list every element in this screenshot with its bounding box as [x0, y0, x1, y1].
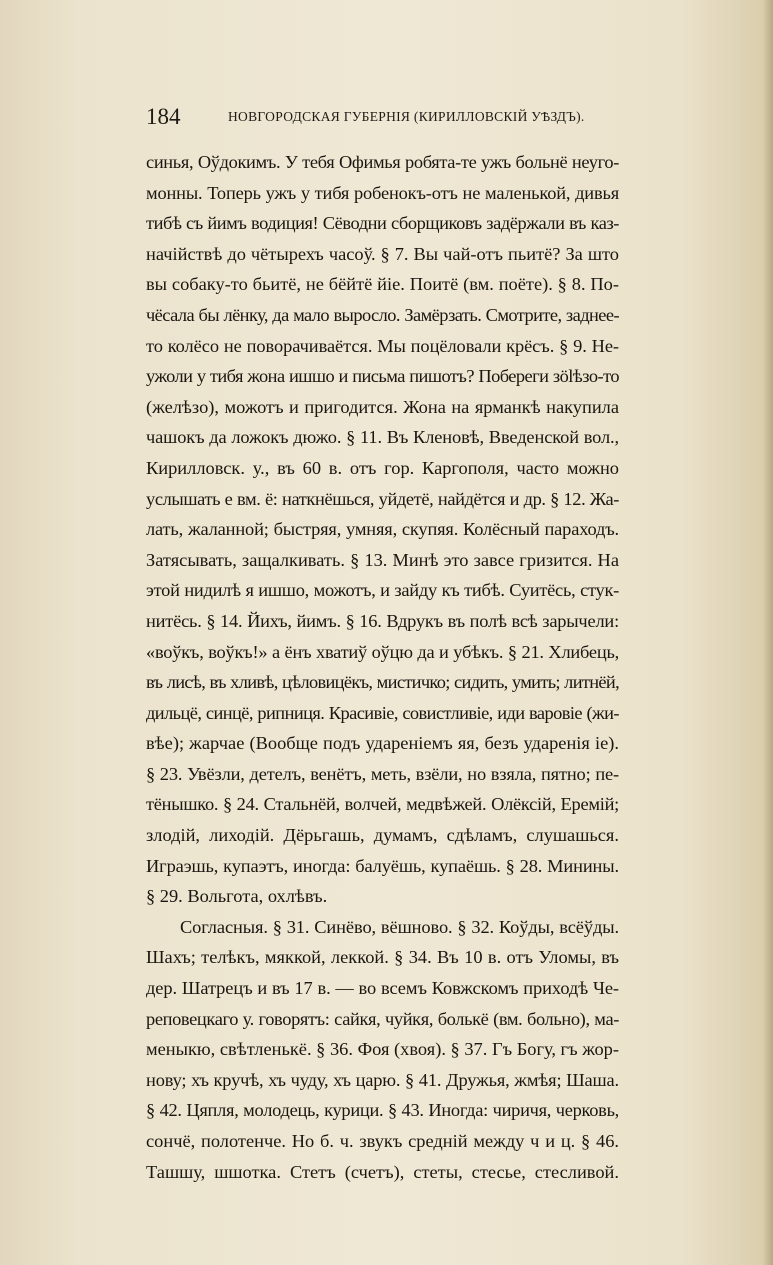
- text-line: то колёсо не поворачиваётся. Мы поцёловали крёсъ. § 9. Не-: [146, 335, 619, 356]
- text-line: этой нидилѣ я ишшо, можотъ, и зайду къ тибѣ. Суитёсь, стук-: [146, 580, 619, 601]
- text-line: дер. Шатрецъ и въ 17 в. — во всемъ Ковжскомъ приходѣ Че-: [146, 978, 619, 999]
- text-line: сончё, полотенче. Но б. ч. звукъ средній между ч и ц. § 46.: [146, 1131, 619, 1151]
- text-line: синья, Оўдокимъ. У тебя Офимья робята-те ужъ больнё неуго-: [146, 152, 619, 172]
- text-line: нитёсь. § 14. Йихъ, йимъ. § 16. Вдрукъ въ полѣ всѣ зарычели:: [146, 610, 619, 631]
- text-line: Играэшь, купаэтъ, иногда: балуёшь, купаёшь. § 28. Минины.: [146, 855, 619, 876]
- text-line: реповецкаго у. говорятъ: сайкя, чуйкя, болькё (вм. больно), ма-: [146, 1008, 619, 1029]
- text-line: тёнышко. § 24. Стальнёй, волчей, медвѣжей. Олёксій, Еремій;: [146, 794, 619, 815]
- text-line: Ташшу, шшотка. Стетъ (счетъ), стеты, стесье, стесливой.: [146, 1161, 619, 1182]
- text-line: § 23. Увёзли, детелъ, венётъ, меть, взёли, но взяла, пятно; пе-: [146, 763, 619, 784]
- text-line: въ лисѣ, въ хливѣ, цѣловицёкъ, мистичко; сидить, умить; литнёй,: [146, 672, 619, 693]
- text-line: чашокъ да ложокъ дюжо. § 11. Въ Кленовѣ, Введенской вол.,: [146, 427, 619, 448]
- text-line: дильцё, синцё, рипниця. Красивіе, совистливіе, иди варовіе (жи-: [146, 702, 619, 723]
- text-line: тибѣ съ йимъ водиция! Сёводни сборщиковъ задёржали въ каз-: [146, 213, 619, 234]
- text-line: нову; хъ кручѣ, хъ чуду, хъ царю. § 41. Дружья, жмѣя; Шаша.: [146, 1069, 619, 1090]
- page-edge-shadow: [763, 0, 773, 1265]
- text-line: монны. Топерь ужъ у тибя робенокъ-отъ не маленькой, дивья: [146, 182, 619, 203]
- text-line: услышать е вм. ё: наткнёшься, уйдетё, найдётся и др. § 12. Жа-: [146, 488, 619, 509]
- text-line: ужоли у тибя жона ишшо и письма пишотъ? Побереги зölѣзо-то: [146, 366, 619, 387]
- page-number: 184: [146, 104, 181, 129]
- text-line: вѣе); жарчае (Вообще подъ удареніемъ яя, безъ ударенія іе).: [146, 733, 619, 754]
- text-line: чёсала бы лёнку, да мало выросло. Замёрзать. Смотрите, заднее-: [146, 304, 619, 325]
- page-header: [146, 100, 616, 134]
- text-line: Затясывать, защалкивать. § 13. Минѣ это завсе гризится. На: [146, 549, 619, 570]
- text-line: Шахъ; телѣкъ, мяккой, леккой. § 34. Въ 10 в. отъ Уломы, въ: [146, 947, 619, 968]
- text-line: лать, жаланной; быстряя, умняя, скупяя. Колёсный параходъ.: [146, 519, 619, 540]
- text-line: вы собаку-то бьитё, не бёйтё йіе. Поитё (вм. поёте). § 8. По-: [146, 274, 619, 295]
- text-line: злодій, лиходій. Дёрьгашь, думамъ, сдѣламъ, слушашься.: [146, 825, 619, 846]
- paragraph-start-line: Согласныя. § 31. Синёво, вёшново. § 32. Коўды, всёўды.: [180, 916, 619, 937]
- text-line: меныкю, свѣтленькё. § 36. Фоя (хвоя). § 37. Гъ Богу, гъ жор-: [146, 1039, 619, 1060]
- running-head: НОВГОРОДСКАЯ ГУБЕРНІЯ (КИРИЛЛОВСКІЙ УѢЗДЪ).: [228, 109, 585, 124]
- text-line: «воўкъ, воўкъ!» а ёнъ хватиў оўцю да и убѣкъ. § 21. Хлибець,: [146, 641, 619, 662]
- body-text: [146, 147, 619, 1187]
- text-line: Кирилловск. у., въ 60 в. отъ гор. Каргополя, часто можно: [146, 457, 619, 478]
- text-line: (желѣзо), можотъ и пригодится. Жона на ярманкѣ накупила: [146, 396, 619, 417]
- text-line: § 42. Цяпля, молодець, курици. § 43. Иногда: чиричя, черковь,: [146, 1100, 619, 1121]
- text-line: § 29. Вольгота, охлѣвъ.: [146, 886, 328, 907]
- text-line: начійствѣ до чётырехъ часоў. § 7. Вы чай-отъ пьитё? За што: [146, 243, 619, 264]
